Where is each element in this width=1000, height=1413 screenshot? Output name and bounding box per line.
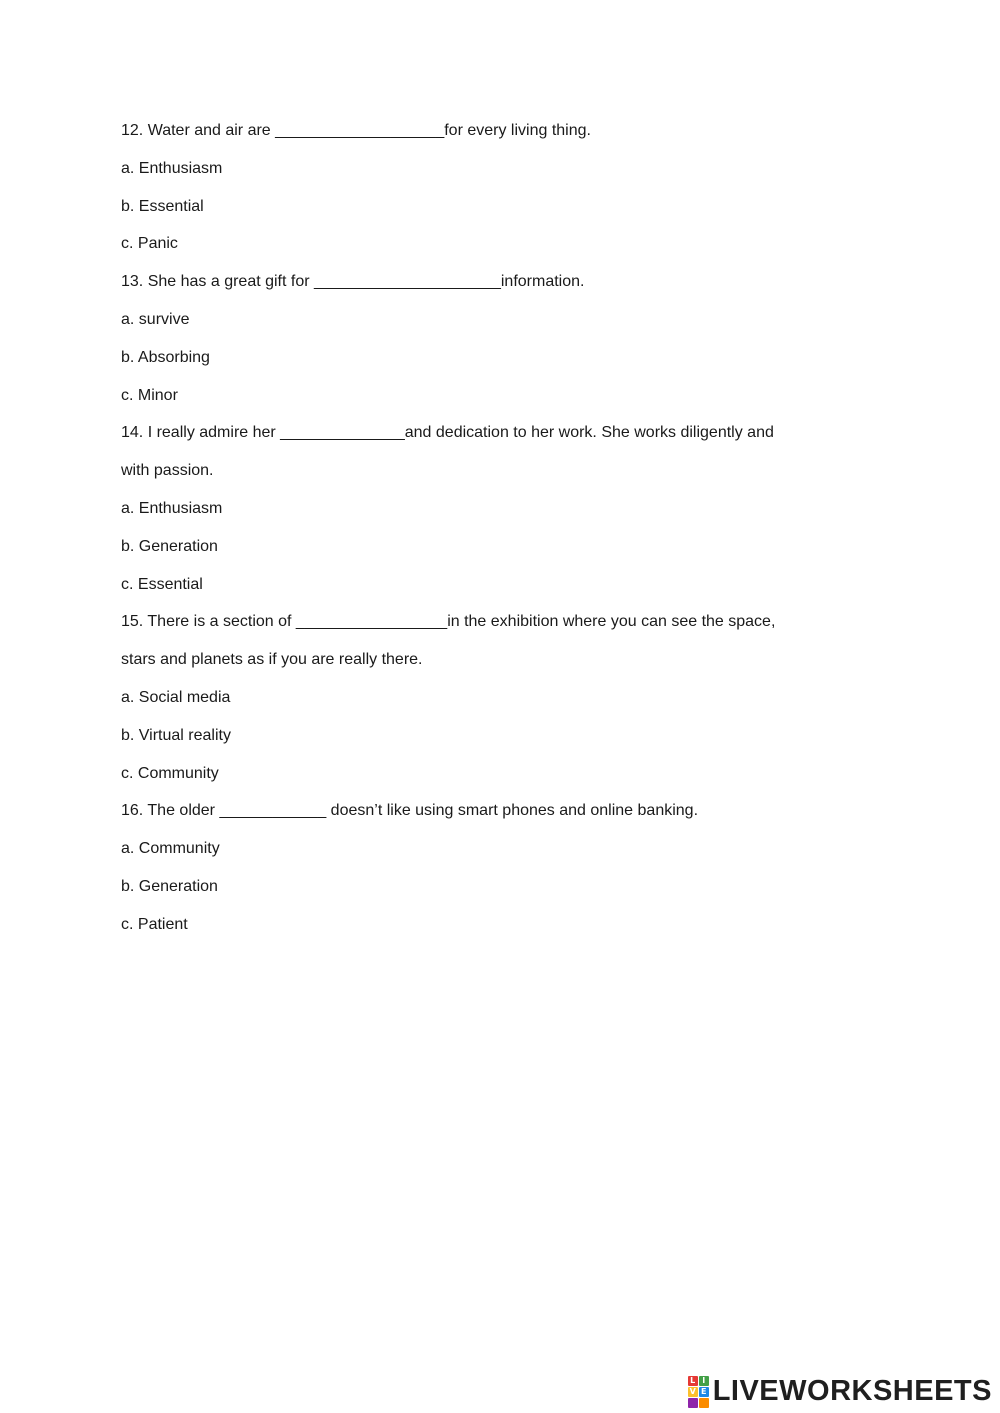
logo-square: L: [688, 1376, 698, 1386]
liveworksheets-logo: [688, 1375, 992, 1408]
option-15c: c. Community: [121, 764, 219, 782]
option-13c: c. Minor: [121, 386, 178, 404]
option-16b: b. Generation: [121, 877, 218, 895]
logo-square: E: [699, 1387, 709, 1397]
question-13: 13. She has a great gift for _____________________information.: [121, 273, 585, 291]
logo-square: I: [699, 1376, 709, 1386]
option-12b: b. Essential: [121, 197, 204, 215]
option-15a: a. Social media: [121, 688, 231, 706]
option-14b: b. Generation: [121, 537, 218, 555]
logo-square: [688, 1398, 698, 1408]
question-12: 12. Water and air are ___________________for every living thing.: [121, 122, 591, 139]
option-14c: c. Essential: [121, 575, 203, 593]
option-13b: b. Absorbing: [121, 348, 210, 366]
question-15: 15. There is a section of _________________in the exhibition where you can see the space,: [121, 613, 776, 631]
worksheet: [121, 118, 841, 950]
option-13a: a. survive: [121, 310, 190, 328]
logo-square: [699, 1398, 709, 1408]
logo-square: V: [689, 1386, 696, 1396]
question-15-continued: stars and planets as if you are really there.: [121, 651, 423, 669]
question-14: 14. I really admire her ______________and dedication to her work. She works diligently and: [121, 424, 774, 442]
option-16c: c. Patient: [121, 915, 188, 933]
question-16: 16. The older ____________ doesn’t like using smart phones and online banking.: [121, 802, 699, 820]
option-12a: a. Enthusiasm: [121, 159, 223, 177]
question-14-continued: with passion.: [121, 462, 214, 480]
logo-mark-icon: [688, 1376, 709, 1408]
option-16a: a. Community: [121, 840, 220, 858]
option-12c: c. Panic: [121, 235, 178, 253]
option-14a: a. Enthusiasm: [121, 499, 223, 517]
logo-text: LIVEWORKSHEETS: [712, 1375, 992, 1407]
option-15b: b. Virtual reality: [121, 726, 231, 744]
